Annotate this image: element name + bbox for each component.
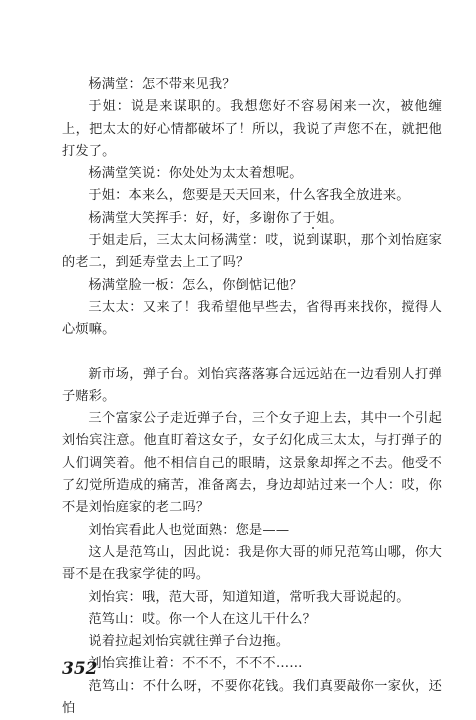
page-number: 352 <box>62 659 98 679</box>
paragraph: 范笃山：不什么呀，不要你花钱。我们真要敲你一家伙，还怕 <box>62 678 442 717</box>
paragraph: 刘怡宾推让着：不不不，不不不…… <box>88 656 303 672</box>
paragraph: 于姐：本来么，您要是天天回来，什么客我全放进来。 <box>88 188 410 204</box>
paragraph: 杨满堂脸一板：怎么，你倒惦记他？ <box>88 277 303 293</box>
body-text <box>62 74 442 720</box>
paragraph: 三太太：又来了！我希望他早些去，省得再来找你，搅得人心烦嘛。 <box>62 299 442 338</box>
paragraph: 刘怡宾看此人也觉面熟：您是—— <box>88 522 290 538</box>
paragraph: 杨满堂：怎不带来见我？ <box>88 77 236 92</box>
paragraph: 三个富家公子走近弹子台，三个女子迎上去，其中一个引起刘怡宾注意。他直盯着这女子，女子幻化成三太太，与打弹子的人们调笑着。他不相信自己的眼睛，这景象却挥之不去。他受不了幻觉所造成的痛苦，准备离去，身边却站过来一个人：哎，你不是刘怡庭家的老二吗？ <box>62 411 442 516</box>
paragraph: 新市场，弹子台。刘怡宾落落寡合远远站在一边看别人打弹子赌彩。 <box>62 366 442 404</box>
paragraph: 范笃山：哎。你一个人在这儿干什么？ <box>88 611 316 627</box>
paragraph: 这人是范笃山，因此说：我是你大哥的师兄范笃山哪，你大哥不是在我家学徒的吗。 <box>62 544 442 583</box>
paragraph: 说着拉起刘怡宾就往弹子台边拖。 <box>88 634 290 650</box>
paragraph: 刘怡宾：哦，范大哥，知道知道，常听我大哥说起的。 <box>88 589 410 605</box>
paragraph: 杨满堂笑说：你处处为太太着想呢。 <box>88 166 303 182</box>
section-break <box>62 342 442 364</box>
paragraph: 于姐走后，三太太问杨满堂：哎，说到谋职，那个刘怡庭家的老二，到延寿堂去上工了吗？ <box>62 233 442 271</box>
paragraph: 于姐：说是来谋职的。我想您好不容易闲来一次，被他缠上，把太太的好心情都破坏了！所以，我说了声您不在，就把他打发了。 <box>62 99 442 159</box>
print-speck <box>312 227 314 229</box>
paragraph: 杨满堂大笑挥手：好，好，多谢你了于姐。 <box>88 210 343 226</box>
